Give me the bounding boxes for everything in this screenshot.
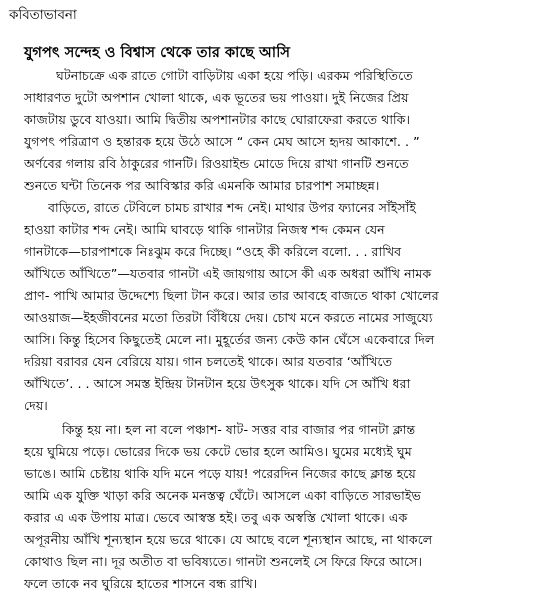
body-line-2: সাধারণত দুটো অপশান খোলা থাকে, এক ভূতের ভয় পাওয়া। দুই নিজের প্রিয় [24,90,409,105]
body-line-11: প্রাণ- পাখি আমার উদ্দেশ্যে ছিলা টান করে। আর তার আবহে বাজতে থাকা খোলের [24,288,439,303]
body-line-1: ঘটনাচক্রে এক রাতে গোটা বাড়িটায় একা হয়ে পড়ি। এরকম পরিস্থিতিতে [56,68,413,83]
body-line-24: ফলে তাকে নব ঘুরিয়ে হাতের শাসনে বন্ধ রাখি। [24,576,258,591]
body-line-9: গানটাকে—চারপাশকে নিঃঝুম করে দিচ্ছে। “ওহে কী করিলে বলো. . . রাখিব [24,244,402,259]
body-line-21: করার এ এক উপায় মাত্র। ভেবে আস্বস্ত হই। তবু এক অস্বস্তি খোলা থাকে। এক [24,510,408,525]
body-line-4: যুগপৎ পরিত্রাণ ও হন্তারক হয়ে উঠে আসে “ কেন মেঘ আসে হৃদয় আকাশে. . ” [24,134,420,149]
body-line-22: অপূরনীয় আঁখি শূন্যস্থান হয়ে ভরে থাকে। যে আছে বলে শূন্যস্থান আছে, না থাকলে [24,532,433,547]
body-line-5: অর্ণবের গলায় রবি ঠাকুরের গানটি। রিওয়াইন্ড মোডে দিয়ে রাখা গানটি শুনতে [24,156,409,171]
body-line-19: ভাঙে। আমি চেষ্টায় থাকি যদি মনে পড়ে যায়! পরেরদিন নিজের কাছে ক্লান্ত হয়ে [24,466,416,481]
body-line-14: দরিয়া বরাবর যেন বেরিয়ে যায়। গান চলতেই থাকে। আর যতবার ‘আঁখিতে [24,354,393,369]
body-line-15: আঁখিতে’. . . আসে সমস্ত ইন্দ্রিয় টানটান হয়ে উৎসুক থাকে। যদি সে আঁখি ধরা [24,376,411,391]
body-line-16: দেয়। [24,398,48,413]
body-line-23: কোথাও ছিল না। দূর অতীত বা ভবিষ্যতে। গানটা শুনলেই সে ফিরে ফিরে আসে। [24,554,423,569]
body-line-12: আওয়াজ—ইহজীবনের মতো তিরটা বিঁধিয়ে দেয়। চোখ মনে করতে নামের সাজুয্যে [24,310,433,325]
body-line-20: আমি এক যুক্তি খাড়া করি অনেক মনস্তত্ব ঘেঁটে। আসলে একা বাড়িতে সারভাইভ [24,488,421,503]
body-line-17: কিন্তু হয় না। হল না বলে পঞ্চাশ- ষাট- সত্তর বার বাজার পর গানটা ক্লান্ত [62,422,416,437]
body-line-18: হয়ে ঘুমিয়ে পড়ে। ভোরের দিকে ভয় কেটে ভোর হলে আমিও। ঘুমের মধ্যেই ঘুম [24,444,412,459]
body-line-6: শুনতে ঘন্টা তিনেক পর আবিস্কার করি এমনকি আমার চারপাশ সমাচ্ছন্ন। [24,178,380,193]
body-line-10: আঁখিতে আঁখিতে”—যতবার গানটা এই জায়গায় আসে কী এক অধরা আঁখি নামক [24,266,432,281]
body-line-13: আসি। কিন্তু হিসেব কিছুতেই মেলে না। মুহূর্তের জন্য কেউ কান ঘেঁসে একেবারে দিল [24,332,435,347]
article-title: যুগপৎ সন্দেহ ও বিশ্বাস থেকে তার কাছে আসি [24,44,291,61]
body-line-3: কাজটায় ডুবে যাওয়া। আমি দ্বিতীয় অপশানটার কাছে ঘোরাফেরা করতে থাকি। [24,112,411,127]
body-line-7: বাড়িতে, রাতে টেবিলে চামচ রাখার শব্দ নেই। মাথার উপর ফ্যানের সাঁইসাঁই [48,200,417,215]
body-line-8: হাওয়া কাটার শব্দ নেই। আমি ঘাবড়ে থাকি গানটার নিজস্ব শব্দ কেমন যেন [24,222,385,237]
section-label: কবিতাভাবনা [9,8,77,23]
